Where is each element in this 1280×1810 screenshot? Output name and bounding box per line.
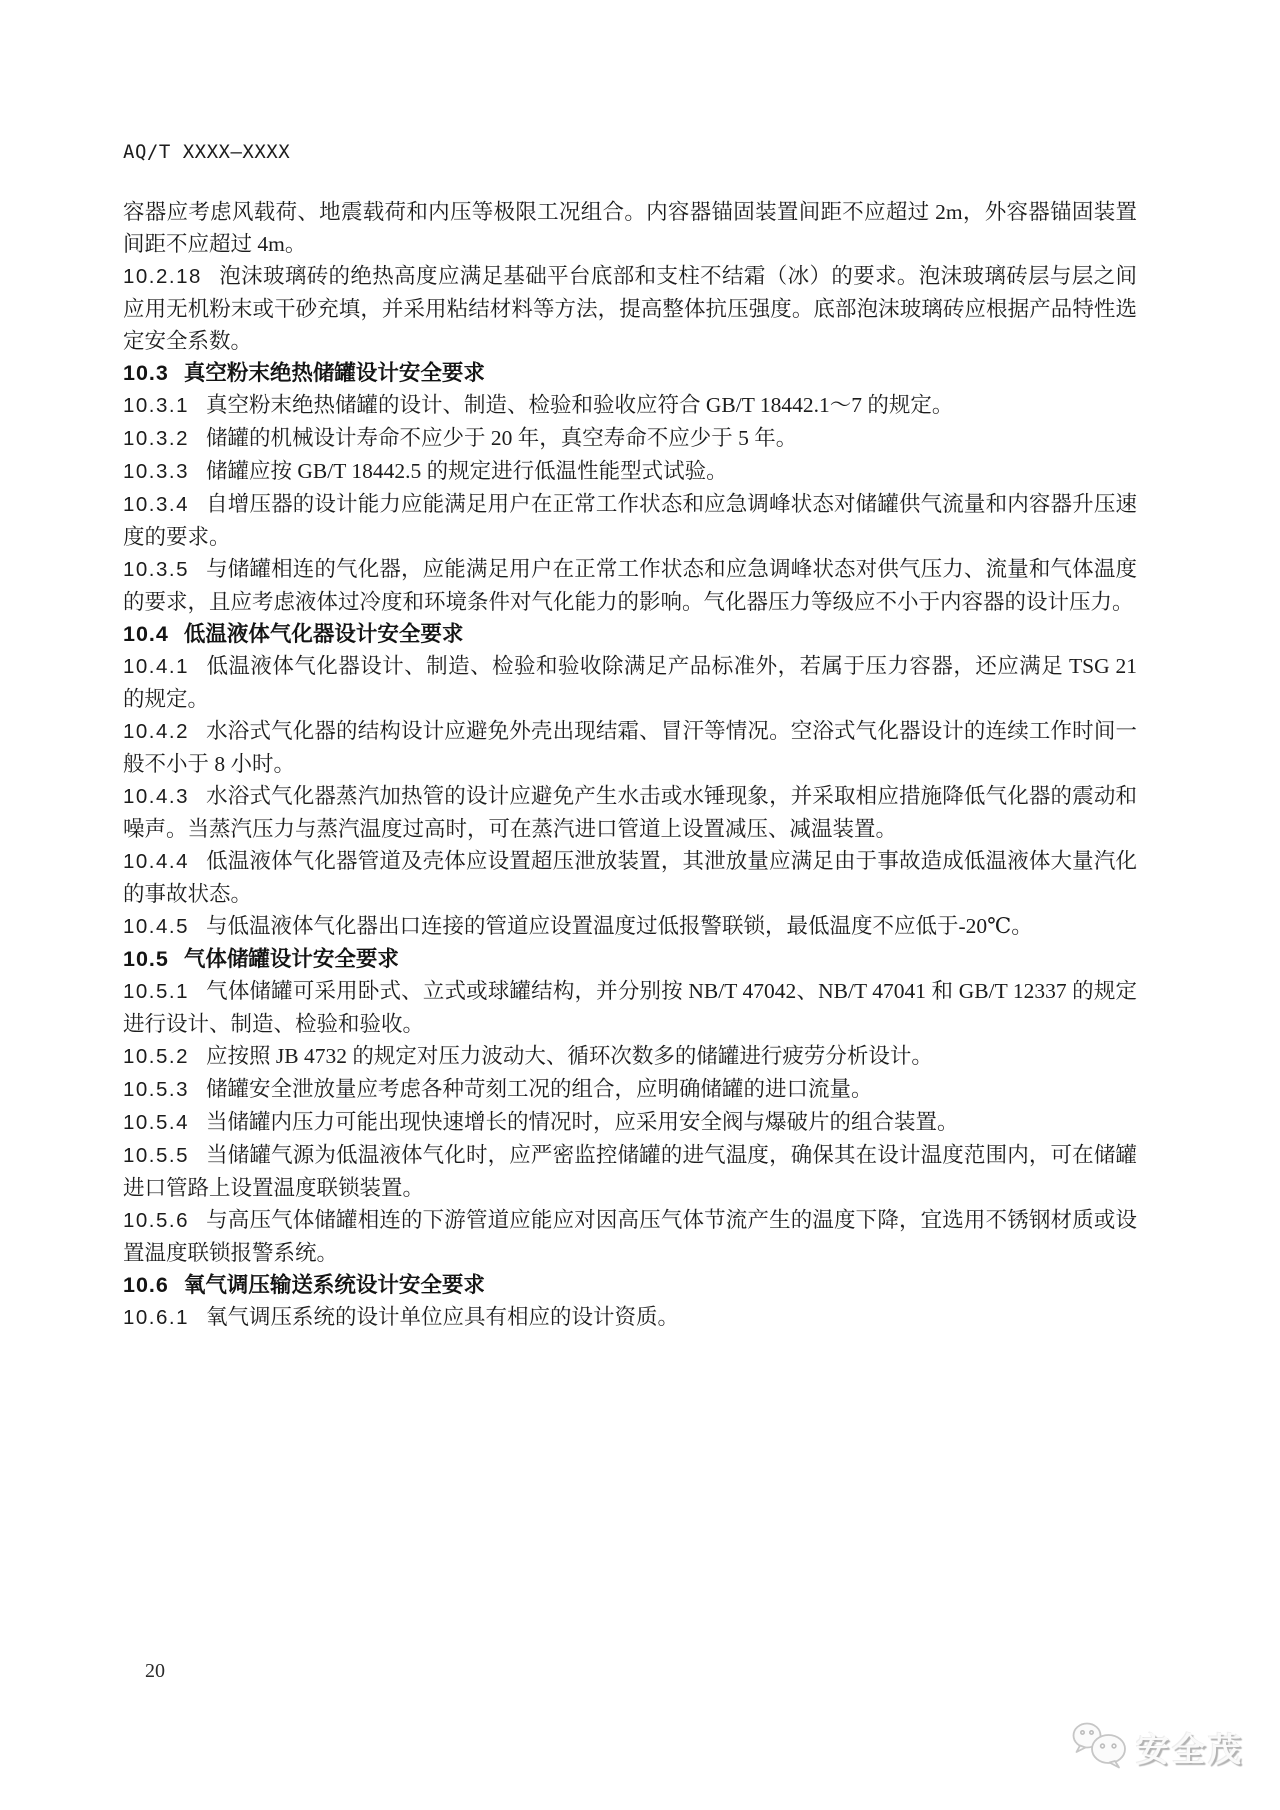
clause-text: 应按照 JB 4732 的规定对压力波动大、循环次数多的储罐进行疲劳分析设计。 (206, 1044, 933, 1068)
clause-paragraph (123, 1204, 1137, 1269)
clause-text: 氧气调压输送系统设计安全要求 (183, 1273, 485, 1297)
page-number: 20 (145, 1660, 165, 1682)
clause-number: 10.4.4 (123, 850, 189, 873)
clause-number: 10.3.1 (123, 394, 189, 417)
clause-text: 储罐安全泄放量应考虑各种苛刻工况的组合，应明确储罐的进口流量。 (206, 1077, 873, 1101)
clause-text: 与储罐相连的气化器，应能满足用户在正常工作状态和应急调峰状态对供气压力、流量和气体温度的要求，且应考虑液体过冷度和环境条件对气化能力的影响。气化器压力等级应不小于内容器的设计压力。 (123, 557, 1137, 614)
section-heading (123, 357, 1137, 389)
clause-text: 低温液体气化器设计安全要求 (183, 622, 464, 646)
clause-paragraph (123, 845, 1137, 910)
clause-text: 与高压气体储罐相连的下游管道应能应对因高压气体节流产生的温度下降，宜选用不锈钢材质或设置温度联锁报警系统。 (123, 1208, 1137, 1265)
clause-paragraph (123, 1073, 1137, 1106)
clause-paragraph (123, 650, 1137, 715)
clause-number: 10.5.2 (123, 1045, 189, 1068)
clause-number: 10.4.2 (123, 720, 189, 743)
clause-text: 气体储罐设计安全要求 (183, 947, 399, 971)
clause-text: 真空粉末绝热储罐的设计、制造、检验和验收应符合 GB/T 18442.1～7 的规定。 (206, 393, 954, 417)
clause-paragraph (123, 260, 1137, 357)
clause-text: 水浴式气化器的结构设计应避免外壳出现结霜、冒汗等情况。空浴式气化器设计的连续工作时间一般不小于 8 小时。 (123, 719, 1137, 776)
wechat-icon (1071, 1721, 1129, 1774)
clause-paragraph (123, 389, 1137, 422)
clause-text: 氧气调压系统的设计单位应具有相应的设计资质。 (206, 1305, 680, 1329)
body-paragraph (123, 196, 1137, 260)
clause-number: 10.5.6 (123, 1209, 189, 1232)
clause-number: 10.6.1 (123, 1306, 189, 1329)
clause-number: 10.4.3 (123, 785, 189, 808)
watermark (1071, 1721, 1244, 1774)
clause-text: 自增压器的设计能力应能满足用户在正常工作状态和应急调峰状态对储罐供气流量和内容器升压速度的要求。 (123, 492, 1137, 549)
clause-number: 10.5.1 (123, 980, 189, 1003)
clause-number: 10.5.4 (123, 1111, 189, 1134)
watermark-text: 安全茂 (1136, 1731, 1244, 1768)
clause-paragraph (123, 455, 1137, 488)
clause-paragraph (123, 422, 1137, 455)
clause-number: 10.3.5 (123, 558, 189, 581)
clause-number: 10.3.4 (123, 493, 189, 516)
clause-number: 10.2.18 (123, 265, 202, 288)
clause-text: 低温液体气化器设计、制造、检验和验收除满足产品标准外，若属于压力容器，还应满足 TSG 21 的规定。 (123, 654, 1137, 711)
clause-paragraph (123, 715, 1137, 780)
clause-paragraph (123, 780, 1137, 845)
clause-paragraph (123, 488, 1137, 553)
clause-number: 10.4.5 (123, 915, 189, 938)
clause-paragraph (123, 1106, 1137, 1139)
clause-number: 10.5 (123, 947, 169, 971)
section-heading (123, 1269, 1137, 1301)
section-heading (123, 618, 1137, 650)
clause-paragraph (123, 1301, 1137, 1334)
clause-paragraph (123, 1139, 1137, 1204)
clause-text: 当储罐内压力可能出现快速增长的情况时，应采用安全阀与爆破片的组合装置。 (206, 1110, 959, 1134)
clause-number: 10.6 (123, 1273, 169, 1297)
clause-number: 10.5.3 (123, 1078, 189, 1101)
clause-text: 气体储罐可采用卧式、立式或球罐结构，并分别按 NB/T 47042、NB/T 47041 和 GB/T 12337 的规定进行设计、制造、检验和验收。 (123, 979, 1137, 1036)
clause-text: 泡沫玻璃砖的绝热高度应满足基础平台底部和支柱不结霜（冰）的要求。泡沫玻璃砖层与层之间应用无机粉末或干砂充填，并采用粘结材料等方法，提高整体抗压强度。底部泡沫玻璃砖应根据产品特性选定安全系数。 (123, 264, 1137, 353)
clause-text: 当储罐气源为低温液体气化时，应严密监控储罐的进气温度，确保其在设计温度范围内，可在储罐进口管路上设置温度联锁装置。 (123, 1143, 1137, 1200)
clause-text: 水浴式气化器蒸汽加热管的设计应避免产生水击或水锤现象，并采取相应措施降低气化器的震动和噪声。当蒸汽压力与蒸汽温度过高时，可在蒸汽进口管道上设置减压、减温装置。 (123, 784, 1137, 841)
clause-number: 10.3 (123, 361, 169, 385)
clause-text: 与低温液体气化器出口连接的管道应设置温度过低报警联锁，最低温度不应低于-20℃。 (206, 914, 1033, 938)
section-heading (123, 943, 1137, 975)
clause-number: 10.4 (123, 622, 169, 646)
clause-number: 10.3.3 (123, 460, 189, 483)
clause-number: 10.3.2 (123, 427, 189, 450)
clause-number: 10.4.1 (123, 655, 189, 678)
document-number: AQ/T XXXX—XXXX (123, 141, 291, 163)
document-body (123, 196, 1137, 1334)
clause-paragraph (123, 553, 1137, 618)
clause-paragraph (123, 1040, 1137, 1073)
clause-text: 储罐应按 GB/T 18442.5 的规定进行低温性能型式试验。 (206, 459, 728, 483)
clause-text: 容器应考虑风载荷、地震载荷和内压等极限工况组合。内容器锚固装置间距不应超过 2m，外容器锚固装置间距不应超过 4m。 (123, 200, 1137, 256)
clause-text: 储罐的机械设计寿命不应少于 20 年，真空寿命不应少于 5 年。 (206, 426, 798, 450)
clause-paragraph (123, 910, 1137, 943)
clause-text: 低温液体气化器管道及壳体应设置超压泄放装置，其泄放量应满足由于事故造成低温液体大量汽化的事故状态。 (123, 849, 1137, 906)
clause-paragraph (123, 975, 1137, 1040)
clause-number: 10.5.5 (123, 1144, 189, 1167)
clause-text: 真空粉末绝热储罐设计安全要求 (183, 361, 485, 385)
